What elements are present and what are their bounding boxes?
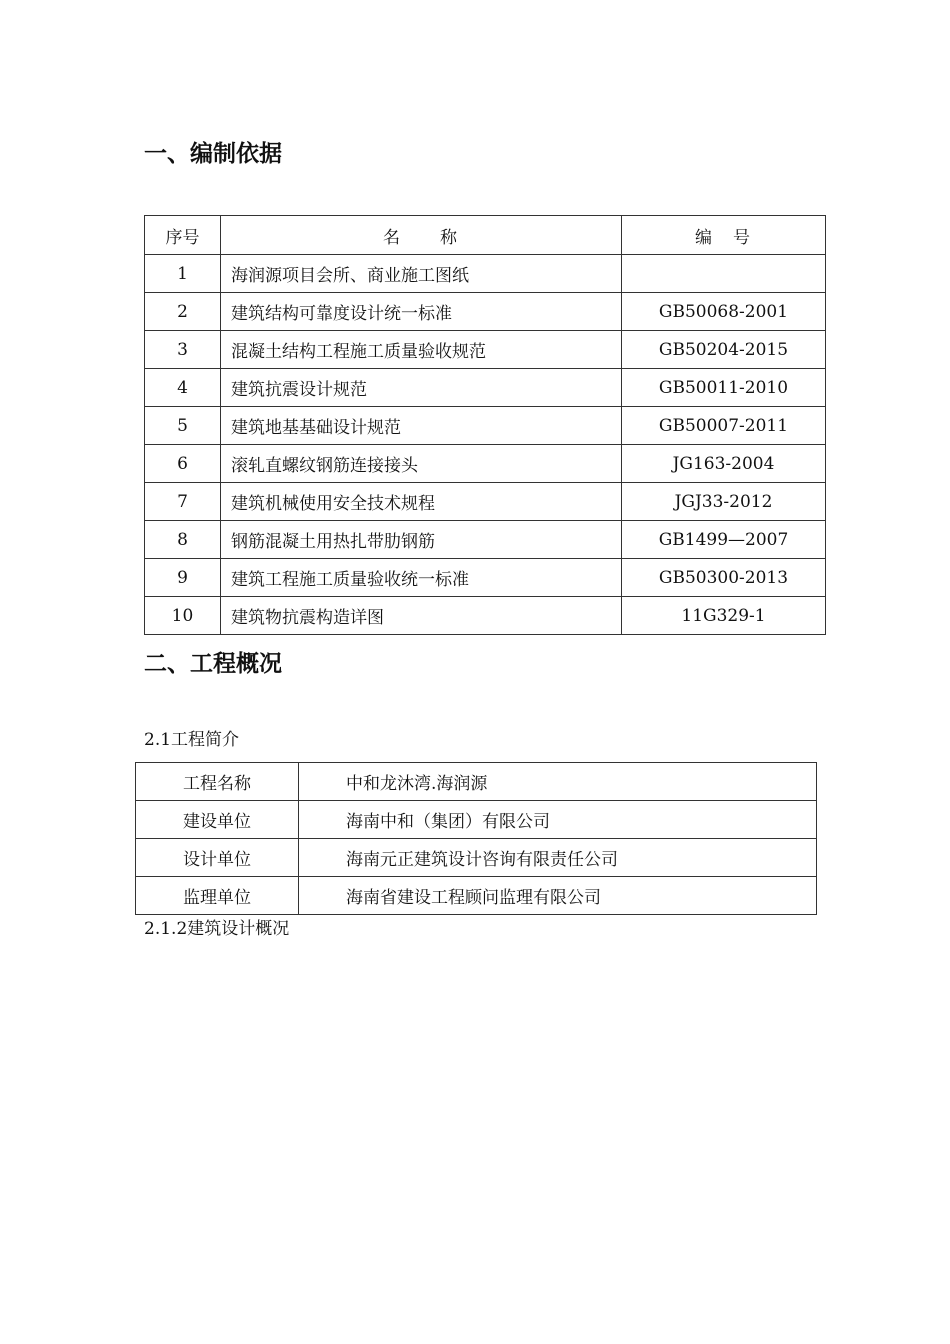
row-no: 8	[145, 521, 221, 559]
intro-key: 建设单位	[136, 801, 299, 839]
intro-key: 设计单位	[136, 839, 299, 877]
row-code: JGJ33-2012	[622, 483, 826, 521]
subsection-title-design: 2.1.2建筑设计概况	[144, 919, 290, 939]
section-title-basis: 一、编制依据	[144, 141, 282, 167]
project-intro-table	[135, 762, 817, 915]
table-row	[136, 801, 817, 839]
table-row	[145, 483, 826, 521]
row-no: 1	[145, 255, 221, 293]
row-code: 11G329-1	[622, 597, 826, 635]
table-row	[145, 255, 826, 293]
row-no: 9	[145, 559, 221, 597]
row-no: 10	[145, 597, 221, 635]
table-row	[145, 597, 826, 635]
table-row	[145, 331, 826, 369]
row-no: 3	[145, 331, 221, 369]
row-no: 2	[145, 293, 221, 331]
intro-value: 海南中和（集团）有限公司	[299, 801, 817, 839]
header-code: 编 号	[622, 216, 826, 255]
intro-key: 监理单位	[136, 877, 299, 915]
row-name: 建筑结构可靠度设计统一标准	[221, 293, 622, 331]
row-name: 混凝土结构工程施工质量验收规范	[221, 331, 622, 369]
row-code: GB50068-2001	[622, 293, 826, 331]
intro-key: 工程名称	[136, 763, 299, 801]
row-code	[622, 255, 826, 293]
table-row	[145, 559, 826, 597]
table-row	[136, 877, 817, 915]
header-no: 序号	[145, 216, 221, 255]
row-code: GB50300-2013	[622, 559, 826, 597]
table-row	[145, 407, 826, 445]
header-name: 名 称	[221, 216, 622, 255]
row-name: 建筑物抗震构造详图	[221, 597, 622, 635]
intro-value: 海南省建设工程顾问监理有限公司	[299, 877, 817, 915]
row-name: 海润源项目会所、商业施工图纸	[221, 255, 622, 293]
table-header-row	[145, 216, 826, 255]
table-row	[136, 763, 817, 801]
row-name: 建筑工程施工质量验收统一标准	[221, 559, 622, 597]
row-code: JG163-2004	[622, 445, 826, 483]
row-name: 滚轧直螺纹钢筋连接接头	[221, 445, 622, 483]
table-row	[145, 521, 826, 559]
row-name: 钢筋混凝土用热扎带肋钢筋	[221, 521, 622, 559]
row-no: 4	[145, 369, 221, 407]
table-row	[136, 839, 817, 877]
row-no: 7	[145, 483, 221, 521]
row-no: 6	[145, 445, 221, 483]
row-code: GB50007-2011	[622, 407, 826, 445]
row-name: 建筑机械使用安全技术规程	[221, 483, 622, 521]
row-code: GB50204-2015	[622, 331, 826, 369]
section-title-overview: 二、工程概况	[144, 651, 282, 677]
row-code: GB50011-2010	[622, 369, 826, 407]
subsection-title-intro: 2.1工程简介	[144, 730, 240, 750]
row-name: 建筑抗震设计规范	[221, 369, 622, 407]
row-no: 5	[145, 407, 221, 445]
basis-table	[144, 215, 826, 635]
table-row	[145, 369, 826, 407]
table-row	[145, 293, 826, 331]
row-name: 建筑地基基础设计规范	[221, 407, 622, 445]
intro-value: 中和龙沐湾.海润源	[299, 763, 817, 801]
row-code: GB1499—2007	[622, 521, 826, 559]
intro-value: 海南元正建筑设计咨询有限责任公司	[299, 839, 817, 877]
table-row	[145, 445, 826, 483]
